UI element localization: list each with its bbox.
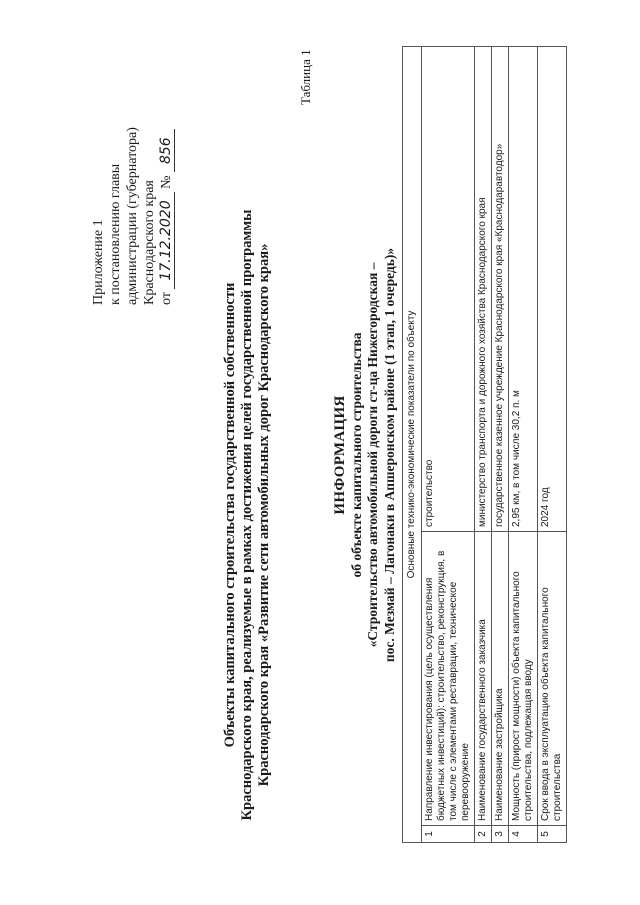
row-value: строительство (422, 47, 475, 532)
info-line: «Строительство автомобильной дороги ст-ца Нижегородская – (365, 262, 380, 648)
row-value: государственное казенное учреждение Краснодарского края «Краснодаравтодор» (492, 47, 509, 532)
annex-title: Приложение 1 (91, 219, 106, 305)
row-value: 2,95 км, в том числе 30,2 п. м (509, 47, 538, 532)
row-label: Мощность (прирост мощности) объекта капитального строительства, подлежащая вводу (509, 532, 538, 826)
row-label: Срок ввода в эксплуатацию объекта капитального строительства (538, 532, 567, 826)
row-label: Направление инвестирования (цель осуществления бюджетных инвестиций): строительство, реконструкция, в том числе с элементами реставрации, техническое перевооружение (422, 532, 475, 826)
annex-date-line (158, 45, 175, 305)
date-prefix: от (159, 292, 174, 305)
info-line: об объекте капитального строительства (348, 332, 364, 578)
row-value: министерство транспорта и дорожного хозяйства Краснодарского края (475, 47, 492, 532)
row-number: 5 (538, 826, 567, 843)
table-row (492, 47, 509, 843)
table-row (538, 47, 567, 843)
info-title: ИНФОРМАЦИЯ (332, 395, 348, 515)
table-label: Таблица 1 (298, 49, 313, 105)
indicators-table (402, 46, 567, 843)
row-number: 1 (422, 826, 475, 843)
info-heading (332, 135, 398, 775)
heading-line: Краснодарского края, реализуемые в рамках достижения целей государственной программы (239, 209, 255, 821)
annex-line: Краснодарского края (142, 180, 157, 305)
row-value: 2024 год (538, 47, 567, 532)
row-number: 3 (492, 826, 509, 843)
row-label: Наименование застройщика (492, 532, 509, 826)
info-line: пос. Мезмай – Лагонаки в Апшеронском районе (1 этап, 1 очередь)» (381, 247, 397, 663)
table-row (422, 47, 475, 843)
row-label: Наименование государственного заказчика (475, 532, 492, 826)
row-number: 2 (475, 826, 492, 843)
table-caption: Основные технико-экономические показатели по объекту (403, 47, 422, 843)
table-caption-row (403, 47, 422, 843)
handwritten-number: 856 (158, 129, 175, 172)
document-heading (222, 195, 273, 835)
heading-line: Краснодарского края «Развитие сети автомобильных дорог Краснодарского края» (256, 243, 272, 787)
handwritten-date: 17.12.2020 (158, 192, 175, 288)
table-row (509, 47, 538, 843)
annex-line: администрации (губернатора) (125, 127, 140, 305)
heading-line: Объекты капитального строительства государственной собственности (222, 282, 238, 748)
annex-line: к постановлению главы (108, 163, 123, 305)
number-prefix: № (159, 175, 174, 189)
table-row (475, 47, 492, 843)
row-number: 4 (509, 826, 538, 843)
annex-block (90, 45, 175, 305)
